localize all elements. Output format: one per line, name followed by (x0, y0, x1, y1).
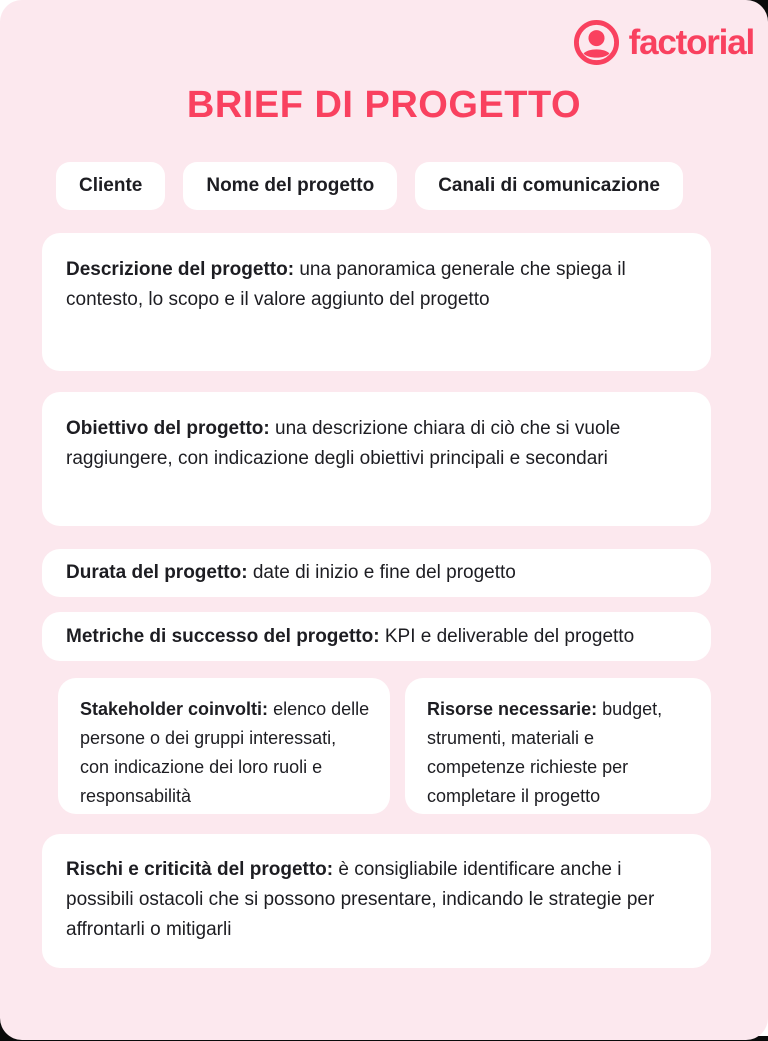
section-label: Descrizione del progetto: (66, 259, 295, 280)
tag-cliente: Cliente (56, 162, 165, 210)
tags-row (56, 162, 768, 210)
section-label: Stakeholder coinvolti: (80, 699, 269, 719)
section-label: Metriche di successo del progetto: (66, 625, 380, 647)
section-body: una descrizione chiara di ciò che si vuole raggiungere, con indicazione degli obiettivi principali e secondari (66, 418, 621, 469)
tag-canali-di-comunicazione: Canali di comunicazione (415, 162, 683, 210)
card-stakeholder-coinvolti (58, 678, 390, 814)
page-title: BRIEF DI PROGETTO (186, 84, 582, 126)
section-body: elenco delle persone o dei gruppi interessati, con indicazione dei loro ruoli e responsabilità (80, 699, 370, 806)
two-column-row (58, 678, 711, 814)
card-durata-progetto (42, 549, 711, 597)
section-label: Obiettivo del progetto: (66, 418, 270, 439)
content (42, 233, 711, 968)
card-rischi-criticita (42, 834, 711, 968)
section-body: budget, strumenti, materiali e competenze richieste per completare il progetto (427, 699, 663, 806)
tag-nome-del-progetto: Nome del progetto (183, 162, 397, 210)
section-label: Durata del progetto: (66, 562, 248, 583)
section-label: Risorse necessarie: (427, 699, 598, 719)
section-label: Rischi e criticità del progetto: (66, 859, 334, 880)
section-body: date di inizio e fine del progetto (252, 562, 516, 583)
card-obiettivo-progetto (42, 392, 711, 526)
person-avatar-icon (573, 19, 620, 66)
factorial-logo (0, 18, 768, 66)
section-body: una panoramica generale che spiega il contesto, lo scopo e il valore aggiunto del progetto (66, 259, 626, 310)
card-risorse-necessarie (405, 678, 711, 814)
card-metriche-successo (42, 612, 711, 661)
logo-wordmark: factorial (628, 22, 754, 62)
card-descrizione-progetto (42, 233, 711, 371)
section-body: KPI e deliverable del progetto (384, 625, 635, 647)
section-body: è consigliabile identificare anche i possibili ostacoli che si possono presentare, indicando le strategie per affrontarli o mitigarli (66, 859, 655, 940)
